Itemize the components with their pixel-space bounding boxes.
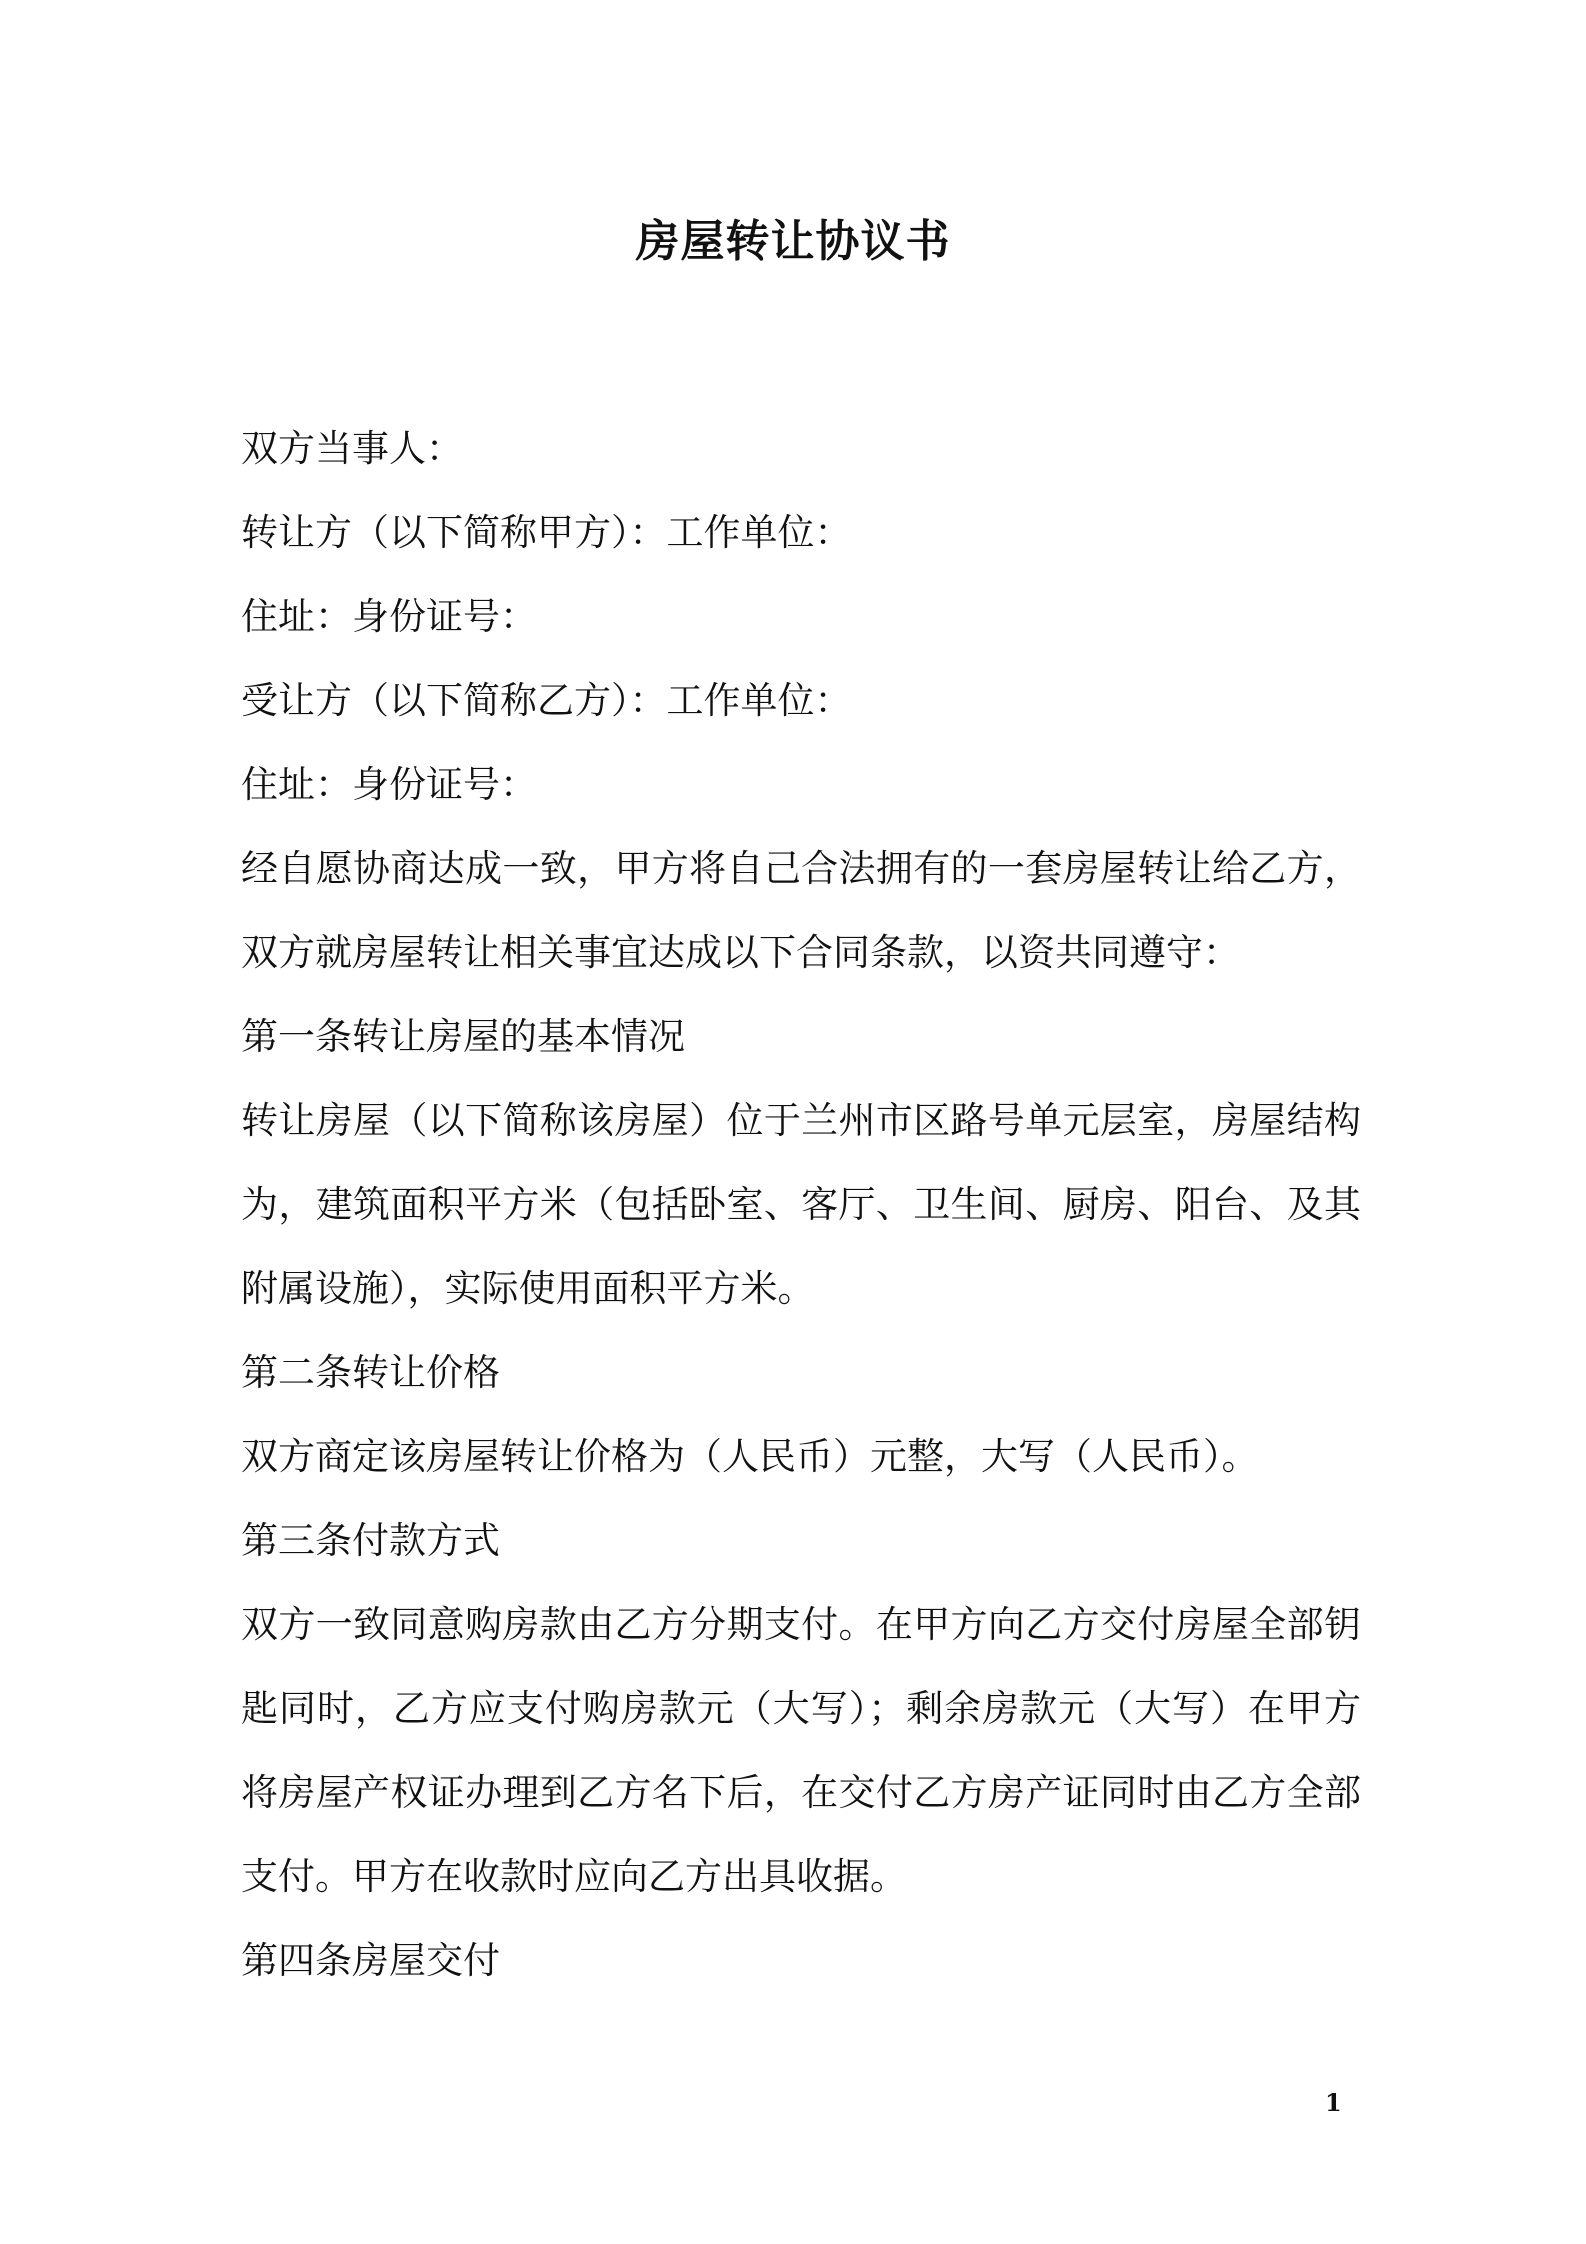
- paragraph-line: 为，建筑面积平方米（包括卧室、客厅、卫生间、厨房、阳台、及其: [241, 1183, 1361, 1226]
- page-number: 1: [1325, 2088, 1342, 2117]
- section-heading: 第三条付款方式: [241, 1519, 500, 1562]
- paragraph-line: 附属设施），实际使用面积平方米。: [241, 1267, 815, 1310]
- paragraph-line: 转让房屋（以下简称该房屋）位于兰州市区路号单元层室，房屋结构: [241, 1099, 1361, 1142]
- paragraph-line: 支付。甲方在收款时应向乙方出具收据。: [241, 1855, 907, 1898]
- document-title: 房屋转让协议书: [635, 216, 951, 267]
- section-heading: 第一条转让房屋的基本情况: [241, 1015, 685, 1058]
- document-body: [241, 407, 1361, 2003]
- paragraph-line: 双方商定该房屋转让价格为（人民币）元整，大写（人民币）。: [241, 1435, 1259, 1478]
- section-heading: 第二条转让价格: [241, 1351, 500, 1394]
- paragraph-line: 双方当事人：: [241, 427, 463, 470]
- paragraph-line: 匙同时，乙方应支付购房款元（大写）；剩余房款元（大写）在甲方: [241, 1687, 1361, 1730]
- paragraph-line: 转让方（以下简称甲方）：工作单位：: [241, 511, 852, 554]
- paragraph-line: 双方就房屋转让相关事宜达成以下合同条款，以资共同遵守：: [241, 931, 1240, 974]
- paragraph-line: 住址：身份证号：: [241, 595, 537, 638]
- paragraph-line: 经自愿协商达成一致，甲方将自己合法拥有的一套房屋转让给乙方，: [241, 847, 1361, 890]
- paragraph-line: 住址：身份证号：: [241, 763, 537, 806]
- paragraph-line: 将房屋产权证办理到乙方名下后，在交付乙方房产证同时由乙方全部: [241, 1771, 1361, 1814]
- section-heading: 第四条房屋交付: [241, 1939, 500, 1982]
- paragraph-line: 双方一致同意购房款由乙方分期支付。在甲方向乙方交付房屋全部钥: [241, 1603, 1361, 1646]
- paragraph-line: 受让方（以下简称乙方）：工作单位：: [241, 679, 852, 722]
